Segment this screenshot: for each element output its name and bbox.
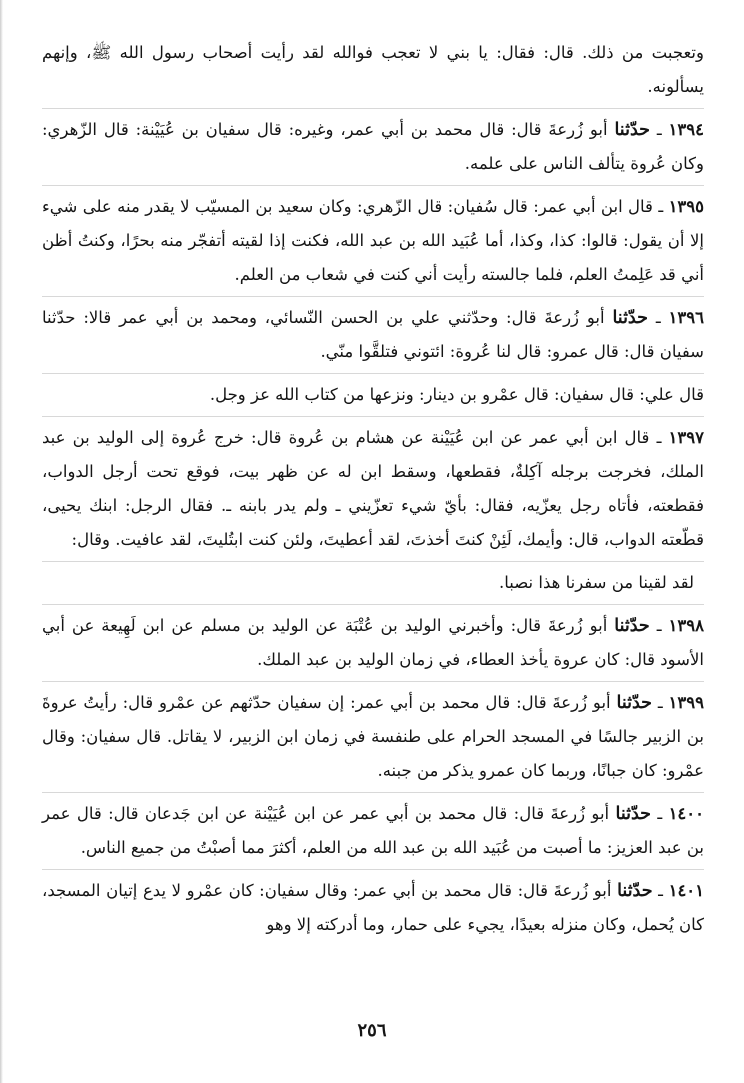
entry-1397 bbox=[42, 421, 704, 557]
entry-1395 bbox=[42, 190, 704, 292]
entry-1394 bbox=[42, 113, 704, 181]
divider bbox=[42, 792, 704, 793]
entry-text: أبو زُرعةَ قال: وأخبرني الوليد بن عُتْبَة عن الوليد بن مسلم عن ابن لَهِيعة عن أبي الأسود قال: كان عروة يأخذ العطاء، في زمان الوليد بن عبد الملك. bbox=[42, 616, 704, 669]
entry-number: ١٤٠١ bbox=[668, 881, 705, 900]
entry-dash: ـ bbox=[657, 804, 663, 823]
entry-keyword: حدّثنا bbox=[612, 308, 648, 328]
divider bbox=[42, 296, 704, 297]
intro-line-1: وتعجبت من ذلك. قال: فقال: يا بني لا تعجب فوالله لقد رأيت أصحاب رسول الله ﷺ، bbox=[86, 43, 704, 62]
entry-1396 bbox=[42, 301, 704, 369]
entry-keyword: حدّثنا bbox=[614, 616, 650, 636]
entry-number: ١٣٩٥ bbox=[668, 197, 705, 216]
entry-dash: ـ bbox=[656, 616, 662, 635]
entry-text: قال ابن أبي عمر عن ابن عُيَيْنة عن هشام بن عُروة قال: خرج عُروة إلى الوليد بن عبد الملك، فخرجت برجله آكِلةٌ، فقطعها، وسقط ابن له عن ظهر بيت، فوقع تحت أرجل الدواب، فقطعته، فأتاه رجل يعزّيه، فقال: بأيّ شيء تعزّيني ـ ولم يدر بابنه ـ. فقال الرجل: ابنك يحيى، قطّعته الدواب، قال: وأيمك، لَئِنْ كنتَ أخذتَ، لقد أعطيتَ، ولئن كنت ابتُليتَ، لقد عافيت. وقال: bbox=[42, 428, 704, 549]
entry-number: ١٣٩٩ bbox=[668, 693, 704, 712]
verse-text: لقد لقينا من سفرنا هذا نصبا. bbox=[498, 573, 694, 592]
entry-number: ١٣٩٦ bbox=[668, 308, 704, 327]
entry-dash: ـ bbox=[657, 693, 663, 712]
divider bbox=[42, 185, 704, 186]
entry-1401 bbox=[42, 874, 704, 942]
intro-paragraph bbox=[42, 36, 704, 104]
entry-note-ali bbox=[42, 378, 704, 412]
intro-line-2: وإنهم يسألونه. bbox=[42, 43, 704, 96]
verse-quote bbox=[42, 566, 704, 600]
entry-dash: ـ bbox=[658, 197, 664, 216]
divider bbox=[42, 561, 704, 562]
entry-text: أبو زُرعةَ قال: قال محمد بن أبي عمر، وغيره: قال سفيان بن عُيَيْنة: قال الزّهري: وكان عُروة يتألف الناس على علمه. bbox=[42, 120, 704, 173]
entry-dash: ـ bbox=[655, 308, 661, 327]
entry-1399 bbox=[42, 686, 704, 788]
entry-text: أبو زُرعةَ قال: قال محمد بن أبي عمر عن ابن عُيَيْنة عن ابن جَدعان قال: قال عمر بن عبد العزيز: ما أصبت من عُبَيد الله بن عبد الله من العلم، أكثرَ مما أصبْتُ من جميع الناس. bbox=[42, 804, 704, 857]
entry-number: ١٤٠٠ bbox=[668, 804, 705, 823]
divider bbox=[42, 373, 704, 374]
divider bbox=[42, 416, 704, 417]
entry-keyword: حدّثنا bbox=[617, 881, 653, 901]
divider bbox=[42, 604, 704, 605]
entry-text: قال ابن أبي عمر: قال سُفيان: قال الزّهري: وكان سعيد بن المسيّب لا يقدر منه على شيء إلا أن يقول: قالوا: كذا، وكذا، أما عُبَيد الله بن عبد الله، فكنت إذا لقيته أتفجّر منه بحرًا، وكنتُ أظن أني قد عَلِمتُ العلم، فلما جالسته رأيت أني كنت في شعاب من العلم. bbox=[42, 197, 704, 284]
entry-keyword: حدّثنا bbox=[614, 120, 650, 140]
entry-dash: ـ bbox=[656, 120, 662, 139]
divider bbox=[42, 681, 704, 682]
entry-text: أبو زُرعةَ قال: قال محمد بن أبي عمر: إن سفيان حدّثهم عن عمْرو قال: رأيتُ عروةَ بن الزبير جالسًا في المسجد الحرام على طنفسة في زمان ابن الزبير، لا يقاتل. قال سفيان: وقال عمْرو: كان جبانًا، وربما كان عمرو يذكر من جبنه. bbox=[42, 693, 704, 780]
entry-dash: ـ bbox=[656, 428, 662, 447]
entry-1398 bbox=[42, 609, 704, 677]
entry-dash: ـ bbox=[658, 881, 663, 900]
entry-text: أبو زُرعةَ قال: قال محمد بن أبي عمر: وقال سفيان: كان عمْرو لا يدع إتيان المسجد، كان يُحمل، وكان منزله بعيدًا، يجيء على حمار، وما أدركته إلا وهو bbox=[42, 881, 704, 934]
entry-keyword: حدّثنا bbox=[615, 804, 651, 824]
entry-number: ١٣٩٨ bbox=[668, 616, 704, 635]
entry-number: ١٣٩٧ bbox=[668, 428, 704, 447]
entry-1400 bbox=[42, 797, 704, 865]
page-number: ٢٥٦ bbox=[357, 1020, 387, 1041]
entry-number: ١٣٩٤ bbox=[668, 120, 704, 139]
divider bbox=[42, 869, 704, 870]
entry-text: قال علي: قال سفيان: قال عمْرو بن دينار: ونزعها من كتاب الله عز وجل. bbox=[209, 385, 704, 404]
entry-text: أبو زُرعةَ قال: وحدّثني علي بن الحسن النّسائي، ومحمد بن أبي عمر قالا: حدّثنا سفيان قال: قال عمرو: قال لنا عُروة: ائتوني فتلقَّوا منّي. bbox=[42, 308, 704, 361]
book-page bbox=[42, 36, 704, 1046]
page-gutter-shadow bbox=[0, 0, 3, 1083]
entry-keyword: حدّثنا bbox=[616, 693, 652, 713]
divider bbox=[42, 108, 704, 109]
